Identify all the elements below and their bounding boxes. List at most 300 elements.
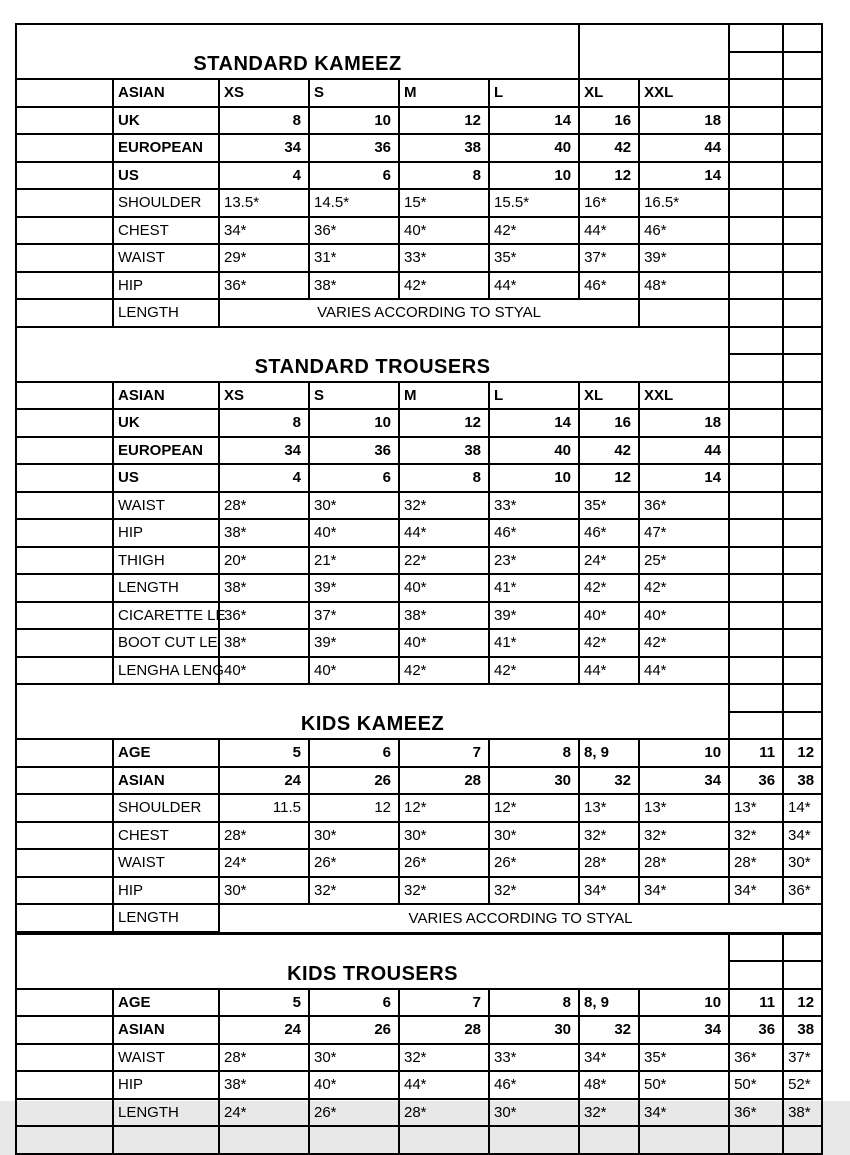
value-cell: 14* bbox=[783, 794, 822, 822]
row-label: THIGH bbox=[113, 547, 219, 575]
value-cell: 12 bbox=[399, 409, 489, 437]
empty-cell bbox=[783, 684, 822, 712]
empty-cell bbox=[729, 244, 783, 272]
value-cell: 24* bbox=[579, 547, 639, 575]
empty-cell bbox=[729, 519, 783, 547]
value-cell: 34* bbox=[639, 1099, 729, 1127]
empty-cell bbox=[729, 934, 783, 962]
value-cell: 42* bbox=[639, 574, 729, 602]
empty-cell bbox=[16, 1016, 113, 1044]
section-title: KIDS TROUSERS bbox=[16, 934, 729, 989]
empty-cell bbox=[783, 299, 822, 327]
empty-cell bbox=[729, 382, 783, 410]
value-cell: 48* bbox=[639, 272, 729, 300]
value-cell: 14 bbox=[639, 464, 729, 492]
value-cell: 37* bbox=[309, 602, 399, 630]
empty-cell bbox=[489, 1126, 579, 1154]
empty-cell bbox=[16, 1099, 113, 1127]
kids-kameez-table bbox=[15, 683, 823, 935]
value-cell: 22* bbox=[399, 547, 489, 575]
value-cell: 42* bbox=[579, 574, 639, 602]
empty-cell bbox=[729, 602, 783, 630]
value-cell: 10 bbox=[309, 409, 399, 437]
value-cell: 40 bbox=[489, 134, 579, 162]
empty-cell bbox=[16, 299, 113, 327]
size-header-cell: 8 bbox=[489, 989, 579, 1017]
size-header-cell: 8, 9 bbox=[579, 989, 639, 1017]
size-header-cell: L bbox=[489, 79, 579, 107]
value-cell: 35* bbox=[579, 492, 639, 520]
value-cell: 46* bbox=[579, 519, 639, 547]
value-cell: 32* bbox=[639, 822, 729, 850]
size-header-cell: 10 bbox=[639, 739, 729, 767]
empty-cell bbox=[16, 767, 113, 795]
value-cell: 34 bbox=[219, 437, 309, 465]
value-cell: 34* bbox=[579, 1044, 639, 1072]
row-label: WAIST bbox=[113, 849, 219, 877]
value-cell: 12 bbox=[309, 794, 399, 822]
value-cell: 36* bbox=[729, 1099, 783, 1127]
value-cell: 36 bbox=[309, 437, 399, 465]
value-cell: 42* bbox=[579, 629, 639, 657]
empty-cell bbox=[16, 849, 113, 877]
empty-cell bbox=[729, 327, 783, 355]
value-cell: 28* bbox=[219, 1044, 309, 1072]
row-label: EUROPEAN bbox=[113, 437, 219, 465]
value-cell: 41* bbox=[489, 574, 579, 602]
value-cell: 36* bbox=[729, 1044, 783, 1072]
value-cell: 13* bbox=[729, 794, 783, 822]
value-cell: 42* bbox=[639, 629, 729, 657]
value-cell: 42* bbox=[399, 657, 489, 685]
empty-cell bbox=[16, 382, 113, 410]
empty-cell bbox=[16, 217, 113, 245]
empty-cell bbox=[783, 961, 822, 989]
row-label: LENGHA LENG bbox=[113, 657, 219, 685]
value-cell: 29* bbox=[219, 244, 309, 272]
empty-cell bbox=[16, 162, 113, 190]
row-label: CHEST bbox=[113, 217, 219, 245]
value-cell: 37* bbox=[579, 244, 639, 272]
empty-cell bbox=[16, 794, 113, 822]
value-cell: 31* bbox=[309, 244, 399, 272]
size-header-cell: XL bbox=[579, 79, 639, 107]
value-cell: 46* bbox=[489, 519, 579, 547]
value-cell: 14 bbox=[489, 409, 579, 437]
value-cell: 15* bbox=[399, 189, 489, 217]
empty-cell bbox=[729, 629, 783, 657]
value-cell: 36* bbox=[219, 602, 309, 630]
value-cell: 35* bbox=[639, 1044, 729, 1072]
size-header-cell: 24 bbox=[219, 767, 309, 795]
empty-cell bbox=[729, 217, 783, 245]
value-cell: 25* bbox=[639, 547, 729, 575]
value-cell: 44* bbox=[489, 272, 579, 300]
empty-cell bbox=[783, 79, 822, 107]
row-label: LENGTH bbox=[113, 1099, 219, 1127]
row-label: SHOULDER bbox=[113, 794, 219, 822]
empty-cell bbox=[16, 464, 113, 492]
empty-cell bbox=[16, 134, 113, 162]
value-cell: 12 bbox=[579, 162, 639, 190]
value-cell: 40* bbox=[309, 1071, 399, 1099]
empty-cell bbox=[113, 1126, 219, 1154]
empty-cell bbox=[729, 299, 783, 327]
empty-cell bbox=[16, 657, 113, 685]
empty-cell bbox=[783, 1126, 822, 1154]
value-cell: 40* bbox=[309, 657, 399, 685]
value-cell: 46* bbox=[489, 1071, 579, 1099]
value-cell: 38 bbox=[399, 134, 489, 162]
row-label: LENGTH bbox=[113, 574, 219, 602]
value-cell: 38* bbox=[783, 1099, 822, 1127]
value-cell: 26* bbox=[399, 849, 489, 877]
size-header-cell: S bbox=[309, 79, 399, 107]
empty-cell bbox=[16, 107, 113, 135]
empty-cell bbox=[783, 547, 822, 575]
row-label: AGE bbox=[113, 989, 219, 1017]
value-cell: 33* bbox=[489, 492, 579, 520]
size-header-cell: 5 bbox=[219, 989, 309, 1017]
note-cell: VARIES ACCORDING TO STYAL bbox=[219, 299, 639, 327]
row-label: UK bbox=[113, 409, 219, 437]
value-cell: 42* bbox=[489, 217, 579, 245]
empty-cell bbox=[729, 684, 783, 712]
value-cell: 6 bbox=[309, 162, 399, 190]
size-header-cell: 38 bbox=[783, 1016, 822, 1044]
size-header-cell: 11 bbox=[729, 739, 783, 767]
row-label: WAIST bbox=[113, 1044, 219, 1072]
empty-cell bbox=[783, 162, 822, 190]
empty-cell bbox=[16, 602, 113, 630]
row-label: AGE bbox=[113, 739, 219, 767]
value-cell: 28* bbox=[639, 849, 729, 877]
size-header-cell: 28 bbox=[399, 767, 489, 795]
empty-cell bbox=[16, 519, 113, 547]
size-chart-sheet bbox=[15, 23, 823, 1155]
value-cell: 26* bbox=[309, 1099, 399, 1127]
empty-cell bbox=[783, 464, 822, 492]
empty-cell bbox=[729, 437, 783, 465]
row-label: LENGTH bbox=[113, 904, 219, 933]
value-cell: 44* bbox=[399, 1071, 489, 1099]
empty-cell bbox=[729, 1126, 783, 1154]
empty-cell bbox=[783, 244, 822, 272]
size-header-cell: 6 bbox=[309, 739, 399, 767]
size-header-cell: L bbox=[489, 382, 579, 410]
value-cell: 46* bbox=[639, 217, 729, 245]
empty-cell bbox=[16, 877, 113, 905]
empty-cell bbox=[16, 1044, 113, 1072]
empty-cell bbox=[783, 409, 822, 437]
value-cell: 32* bbox=[579, 1099, 639, 1127]
value-cell: 18 bbox=[639, 409, 729, 437]
value-cell: 37* bbox=[783, 1044, 822, 1072]
value-cell: 40* bbox=[399, 574, 489, 602]
value-cell: 36* bbox=[783, 877, 822, 905]
size-header-cell: 34 bbox=[639, 1016, 729, 1044]
value-cell: 38* bbox=[219, 519, 309, 547]
value-cell: 26* bbox=[489, 849, 579, 877]
value-cell: 28* bbox=[399, 1099, 489, 1127]
empty-cell bbox=[16, 272, 113, 300]
row-label: WAIST bbox=[113, 244, 219, 272]
value-cell: 6 bbox=[309, 464, 399, 492]
value-cell: 42 bbox=[579, 437, 639, 465]
value-cell: 13.5* bbox=[219, 189, 309, 217]
value-cell: 33* bbox=[489, 1044, 579, 1072]
value-cell: 44 bbox=[639, 134, 729, 162]
empty-cell bbox=[16, 1126, 113, 1154]
value-cell: 28* bbox=[579, 849, 639, 877]
empty-cell bbox=[729, 107, 783, 135]
value-cell: 8 bbox=[219, 409, 309, 437]
row-label: US bbox=[113, 162, 219, 190]
value-cell: 46* bbox=[579, 272, 639, 300]
empty-cell bbox=[729, 574, 783, 602]
value-cell: 47* bbox=[639, 519, 729, 547]
size-header-cell: 30 bbox=[489, 767, 579, 795]
value-cell: 20* bbox=[219, 547, 309, 575]
value-cell: 14.5* bbox=[309, 189, 399, 217]
value-cell: 13* bbox=[639, 794, 729, 822]
value-cell: 34* bbox=[729, 877, 783, 905]
value-cell: 30* bbox=[309, 822, 399, 850]
empty-cell bbox=[729, 52, 783, 80]
value-cell: 34 bbox=[219, 134, 309, 162]
value-cell: 4 bbox=[219, 162, 309, 190]
size-header-cell: 30 bbox=[489, 1016, 579, 1044]
empty-cell bbox=[783, 382, 822, 410]
empty-cell bbox=[729, 657, 783, 685]
empty-cell bbox=[16, 822, 113, 850]
value-cell: 10 bbox=[489, 464, 579, 492]
size-header-cell: 36 bbox=[729, 767, 783, 795]
value-cell: 44* bbox=[399, 519, 489, 547]
value-cell: 42* bbox=[399, 272, 489, 300]
row-label: ASIAN bbox=[113, 767, 219, 795]
size-header-cell: 11 bbox=[729, 989, 783, 1017]
empty-cell bbox=[16, 1071, 113, 1099]
row-label: UK bbox=[113, 107, 219, 135]
empty-cell bbox=[639, 299, 729, 327]
value-cell: 38* bbox=[399, 602, 489, 630]
value-cell: 34* bbox=[579, 877, 639, 905]
value-cell: 44* bbox=[639, 657, 729, 685]
value-cell: 32* bbox=[579, 822, 639, 850]
size-header-cell: XS bbox=[219, 79, 309, 107]
empty-cell bbox=[783, 189, 822, 217]
value-cell: 8 bbox=[399, 464, 489, 492]
value-cell: 40* bbox=[579, 602, 639, 630]
size-header-cell: XXL bbox=[639, 382, 729, 410]
empty-cell bbox=[16, 409, 113, 437]
value-cell: 15.5* bbox=[489, 189, 579, 217]
row-label: CICARETTE LE bbox=[113, 602, 219, 630]
size-header-cell: M bbox=[399, 382, 489, 410]
empty-cell bbox=[783, 657, 822, 685]
empty-cell bbox=[399, 1126, 489, 1154]
value-cell: 39* bbox=[639, 244, 729, 272]
empty-cell bbox=[729, 547, 783, 575]
empty-cell bbox=[729, 464, 783, 492]
empty-cell bbox=[783, 602, 822, 630]
value-cell: 32* bbox=[399, 1044, 489, 1072]
value-cell: 34* bbox=[639, 877, 729, 905]
value-cell: 36* bbox=[639, 492, 729, 520]
value-cell: 21* bbox=[309, 547, 399, 575]
empty-cell bbox=[16, 574, 113, 602]
size-header-cell: M bbox=[399, 79, 489, 107]
value-cell: 38* bbox=[309, 272, 399, 300]
size-header-cell: 8, 9 bbox=[579, 739, 639, 767]
empty-cell bbox=[783, 437, 822, 465]
section-title: STANDARD KAMEEZ bbox=[16, 24, 579, 79]
value-cell: 14 bbox=[639, 162, 729, 190]
empty-cell bbox=[783, 217, 822, 245]
row-label: ASIAN bbox=[113, 79, 219, 107]
value-cell: 14 bbox=[489, 107, 579, 135]
value-cell: 32* bbox=[399, 877, 489, 905]
value-cell: 40* bbox=[309, 519, 399, 547]
standard-kameez-table bbox=[15, 23, 823, 328]
empty-cell bbox=[729, 189, 783, 217]
size-header-cell: XS bbox=[219, 382, 309, 410]
value-cell: 23* bbox=[489, 547, 579, 575]
empty-cell bbox=[16, 492, 113, 520]
row-label: EUROPEAN bbox=[113, 134, 219, 162]
size-header-cell: 10 bbox=[639, 989, 729, 1017]
empty-cell bbox=[729, 79, 783, 107]
value-cell: 32* bbox=[309, 877, 399, 905]
value-cell: 40* bbox=[399, 629, 489, 657]
value-cell: 33* bbox=[399, 244, 489, 272]
size-header-cell: 32 bbox=[579, 1016, 639, 1044]
size-header-cell: 32 bbox=[579, 767, 639, 795]
value-cell: 44* bbox=[579, 657, 639, 685]
size-header-cell: 26 bbox=[309, 767, 399, 795]
empty-cell bbox=[16, 244, 113, 272]
value-cell: 12* bbox=[399, 794, 489, 822]
empty-cell bbox=[16, 437, 113, 465]
value-cell: 30* bbox=[309, 1044, 399, 1072]
section-title: STANDARD TROUSERS bbox=[16, 327, 729, 382]
empty-cell bbox=[16, 189, 113, 217]
row-label: HIP bbox=[113, 1071, 219, 1099]
empty-cell bbox=[783, 327, 822, 355]
row-label: US bbox=[113, 464, 219, 492]
value-cell: 10 bbox=[309, 107, 399, 135]
size-header-cell: 8 bbox=[489, 739, 579, 767]
value-cell: 8 bbox=[219, 107, 309, 135]
size-header-cell: 26 bbox=[309, 1016, 399, 1044]
empty-cell bbox=[783, 519, 822, 547]
empty-cell bbox=[579, 1126, 639, 1154]
value-cell: 34* bbox=[783, 822, 822, 850]
empty-cell bbox=[579, 24, 729, 79]
value-cell: 42* bbox=[489, 657, 579, 685]
value-cell: 39* bbox=[309, 574, 399, 602]
empty-cell bbox=[729, 712, 783, 740]
value-cell: 35* bbox=[489, 244, 579, 272]
size-header-cell: 12 bbox=[783, 739, 822, 767]
value-cell: 40* bbox=[639, 602, 729, 630]
size-header-cell: 38 bbox=[783, 767, 822, 795]
value-cell: 24* bbox=[219, 849, 309, 877]
empty-cell bbox=[16, 904, 113, 933]
value-cell: 38 bbox=[399, 437, 489, 465]
empty-cell bbox=[729, 272, 783, 300]
section-title: KIDS KAMEEZ bbox=[16, 684, 729, 739]
value-cell: 30* bbox=[399, 822, 489, 850]
empty-cell bbox=[783, 354, 822, 382]
row-label: LENGTH bbox=[113, 299, 219, 327]
size-header-cell: 12 bbox=[783, 989, 822, 1017]
row-label: WAIST bbox=[113, 492, 219, 520]
size-header-cell: 24 bbox=[219, 1016, 309, 1044]
size-header-cell: XXL bbox=[639, 79, 729, 107]
value-cell: 16 bbox=[579, 107, 639, 135]
value-cell: 16.5* bbox=[639, 189, 729, 217]
value-cell: 50* bbox=[729, 1071, 783, 1099]
size-header-cell: XL bbox=[579, 382, 639, 410]
value-cell: 13* bbox=[579, 794, 639, 822]
kids-trousers-table bbox=[15, 933, 823, 1155]
value-cell: 44 bbox=[639, 437, 729, 465]
value-cell: 32* bbox=[729, 822, 783, 850]
empty-cell bbox=[16, 79, 113, 107]
size-header-cell: 6 bbox=[309, 989, 399, 1017]
empty-cell bbox=[729, 409, 783, 437]
value-cell: 36* bbox=[219, 272, 309, 300]
empty-cell bbox=[729, 24, 783, 52]
empty-cell bbox=[729, 492, 783, 520]
empty-cell bbox=[783, 712, 822, 740]
value-cell: 48* bbox=[579, 1071, 639, 1099]
empty-cell bbox=[16, 989, 113, 1017]
empty-cell bbox=[16, 739, 113, 767]
value-cell: 11.5 bbox=[219, 794, 309, 822]
size-header-cell: 34 bbox=[639, 767, 729, 795]
row-label: SHOULDER bbox=[113, 189, 219, 217]
empty-cell bbox=[309, 1126, 399, 1154]
size-header-cell: 28 bbox=[399, 1016, 489, 1044]
value-cell: 4 bbox=[219, 464, 309, 492]
value-cell: 42 bbox=[579, 134, 639, 162]
empty-cell bbox=[639, 1126, 729, 1154]
value-cell: 30* bbox=[219, 877, 309, 905]
empty-cell bbox=[783, 52, 822, 80]
empty-cell bbox=[783, 934, 822, 962]
empty-cell bbox=[729, 354, 783, 382]
row-label: ASIAN bbox=[113, 382, 219, 410]
row-label: CHEST bbox=[113, 822, 219, 850]
value-cell: 26* bbox=[309, 849, 399, 877]
value-cell: 50* bbox=[639, 1071, 729, 1099]
empty-cell bbox=[783, 107, 822, 135]
value-cell: 12* bbox=[489, 794, 579, 822]
value-cell: 39* bbox=[309, 629, 399, 657]
empty-cell bbox=[783, 134, 822, 162]
value-cell: 16* bbox=[579, 189, 639, 217]
value-cell: 52* bbox=[783, 1071, 822, 1099]
empty-cell bbox=[783, 629, 822, 657]
value-cell: 30* bbox=[783, 849, 822, 877]
value-cell: 40 bbox=[489, 437, 579, 465]
value-cell: 36 bbox=[309, 134, 399, 162]
value-cell: 8 bbox=[399, 162, 489, 190]
size-header-cell: 7 bbox=[399, 989, 489, 1017]
